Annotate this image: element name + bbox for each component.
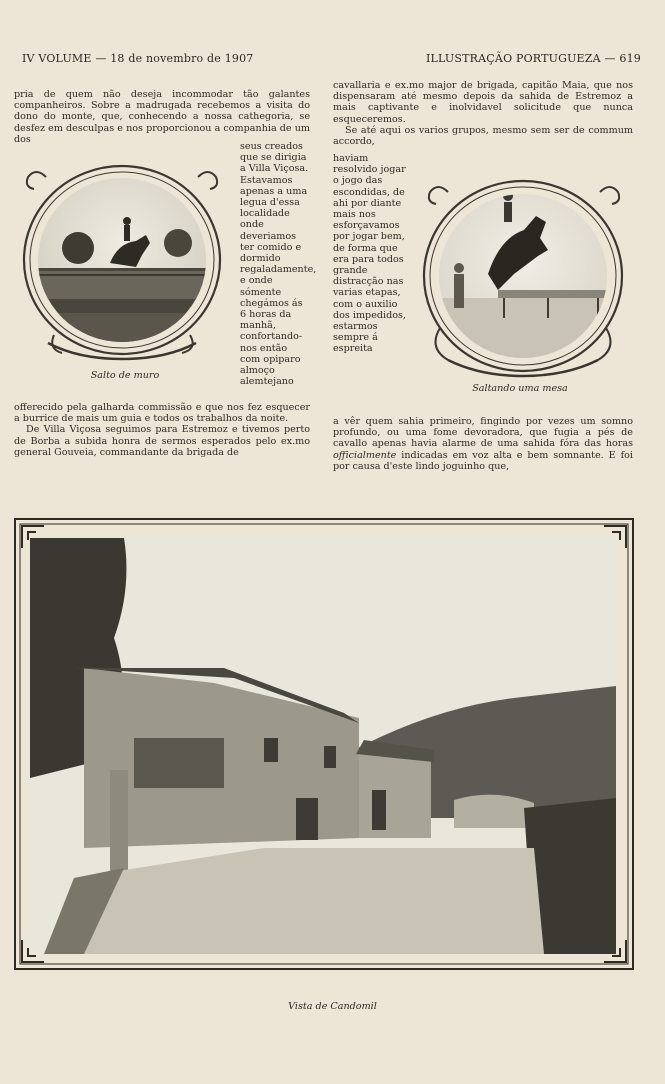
medallion-photo-salto-de-muro <box>18 163 226 363</box>
right-column-narrow-text <box>333 153 413 355</box>
header-dash: — <box>95 52 107 65</box>
right-column-bottom-text <box>333 416 633 472</box>
header-volume-date <box>22 52 254 65</box>
caption-vista-de-candomil: Vista de Candomil <box>288 1001 377 1012</box>
left-top-paragraph: pria de quem não deseja incommodar tão galantes companheiros. Sobre a madrugada recebemos a visita do dono do monte, que, conhecendo a nossa cathegoria, se desfez em desculpas e nos proporcionou a companhia de um dos <box>14 89 310 145</box>
right-second-lead: Se até aqui os varios grupos, mesmo sem ser de commum accordo, <box>333 124 633 148</box>
right-top-paragraph: cavallaria e ex.mo major de brigada, capitão Maia, que nos dispensaram até mesmo depois da sahida de Estremoz a mais captivante e inolvidavel solicitude que nunca esqueceremos. <box>333 80 633 125</box>
medallion-illustration <box>18 163 226 363</box>
header-title-page <box>426 52 641 65</box>
right-bottom-italic: officialmente <box>333 449 397 461</box>
medallion-illustration <box>418 178 628 380</box>
left-column-top-text <box>14 89 310 145</box>
medallion-photo-saltando-uma-mesa <box>418 178 628 380</box>
main-photo-illustration <box>14 518 634 970</box>
left-column-narrow-text <box>240 141 317 388</box>
caption-salto-de-muro: Salto de muro <box>90 370 160 381</box>
main-photo-vista-de-candomil <box>14 518 634 970</box>
right-column-top-text <box>333 80 633 147</box>
right-bottom-paragraph <box>333 416 633 472</box>
right-bottom-text-b: indicadas em voz alta e bem somnante. E foi por causa d'este lindo joguinho que, <box>333 449 633 472</box>
header-page-number: 619 <box>619 52 641 65</box>
caption-saltando-uma-mesa: Saltando uma mesa <box>472 383 568 394</box>
header-magazine-title: ILLUSTRAÇÃO PORTUGUEZA <box>425 52 601 65</box>
header-volume: IV VOLUME <box>22 52 92 65</box>
left-bottom-paragraph-1: offerecido pela galharda commissão e que nos fez esquecer a burrice de mais um guia e todos os trabalhos da noite. <box>14 402 310 425</box>
left-bottom-paragraph-2: De Villa Viçosa seguimos para Estremoz e tivemos perto de Borba a subida honra de sermos esperados pelo ex.mo general Gouveia, commandante da brigada de <box>14 424 310 458</box>
header-dash-2: — <box>604 52 616 65</box>
right-bottom-text-a: a vêr quem sahia primeiro, fingindo por vezes um somno profundo, ou uma fome devoradora, que fugia a pés de cavallo apenas havia alarme de uma sahida fóra das horas <box>333 416 633 450</box>
left-column-bottom-text <box>14 402 310 458</box>
left-narrow-paragraph: seus creados que se dirigia a Villa Viçosa. Estavamos apenas a uma legua d'essa localidade onde deveriamos ter comido e dormido regaladamente, e onde sómente chegámos ás 6 horas da manhã, confortando-nos então com opiparo almoço alemtejano <box>240 141 317 388</box>
right-narrow-paragraph: haviam resolvido jogar o jogo das escondidas, de ahi por diante mais nos esforçavamos por jogar bem, de forma que era para todos grande distracção nas varias etapas, com o auxilio dos impedidos, estarmos sempre á espreita <box>333 153 406 355</box>
header-date: 18 de novembro de 1907 <box>110 52 254 65</box>
